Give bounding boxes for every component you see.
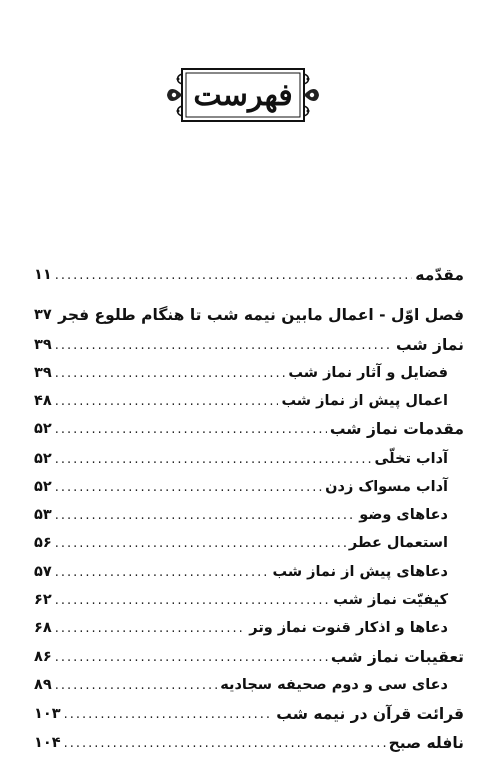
toc-leader-dots	[55, 536, 346, 551]
toc-entry-page-number: ۵۳	[34, 507, 52, 523]
toc-entry-label: استعمال عطر	[348, 535, 448, 551]
toc-entry	[34, 615, 464, 641]
toc-entry	[34, 530, 464, 556]
toc-leader-dots	[55, 268, 413, 283]
toc-entry-page-number: ۶۸	[34, 620, 52, 636]
toc-entry	[34, 332, 464, 358]
toc-entry	[34, 644, 464, 670]
toc-entry-page-number: ۵۲	[34, 421, 52, 437]
toc-entry	[34, 502, 464, 528]
toc-entry	[34, 587, 464, 613]
toc-leader-dots	[55, 650, 328, 665]
page-title: فهرست	[193, 77, 293, 113]
toc-entry-page-number: ۶۲	[34, 592, 52, 608]
toc-leader-dots	[64, 707, 274, 722]
toc-entry	[34, 446, 464, 472]
toc-entry-label: دعای سی و دوم صحیفه سجادیه	[220, 677, 448, 693]
toc-leader-dots	[55, 480, 322, 495]
toc-leader-dots	[55, 366, 286, 381]
toc-entry-label: مقدّمه	[415, 266, 464, 284]
toc-entry-label: دعاهای وضو	[359, 507, 448, 523]
toc-entry-page-number: ۵۲	[34, 479, 52, 495]
toc-entry-label: دعاهای پیش از نماز شب	[272, 564, 448, 580]
toc-leader-dots	[55, 394, 279, 409]
toc-entry	[34, 474, 464, 500]
toc-entry-page-number: ۳۷	[34, 307, 52, 323]
toc-entry	[34, 672, 464, 698]
toc-entry-label: اعمال پیش از نماز شب	[281, 393, 448, 409]
toc-entry-label: مقدمات نماز شب	[329, 420, 464, 438]
toc-entry	[34, 302, 464, 328]
toc-leader-dots	[55, 593, 331, 608]
toc-entry	[34, 559, 464, 585]
toc-entry-label: فصل اوّل - اعمال مابین نیمه شب تا هنگام طلوع فجر	[58, 306, 464, 324]
toc-entry-page-number: ۱۰۳	[34, 706, 61, 722]
toc-entry-page-number: ۵۷	[34, 564, 52, 580]
toc-entry-label: کیفیّت نماز شب	[333, 592, 448, 608]
toc-entry-page-number: ۴۸	[34, 393, 52, 409]
toc-entry-page-number: ۳۹	[34, 337, 52, 353]
toc-leader-dots	[55, 678, 218, 693]
toc-entry-page-number: ۱۱	[34, 267, 52, 283]
toc-entry	[34, 360, 464, 386]
toc-entry	[34, 262, 464, 288]
toc-entry-page-number: ۱۰۴	[34, 735, 61, 751]
title-frame	[166, 66, 320, 124]
toc-leader-dots	[55, 338, 393, 353]
toc-entry-label: دعاها و اذکار قنوت نماز وتر	[249, 620, 448, 636]
toc-entry	[34, 388, 464, 414]
toc-entry-page-number: ۳۹	[34, 365, 52, 381]
toc-entry-label: آداب تخلّی	[374, 451, 448, 467]
toc-leader-dots	[55, 452, 372, 467]
toc-entry-label: نماز شب	[395, 336, 464, 354]
toc-entry-label: آداب مسواک زدن	[325, 479, 448, 495]
toc-entry-label: فضایل و آثار نماز شب	[288, 365, 448, 381]
toc-leader-dots	[64, 736, 386, 751]
toc-entry-page-number: ۵۲	[34, 451, 52, 467]
toc-leader-dots	[55, 508, 357, 523]
toc-entry-page-number: ۸۹	[34, 677, 52, 693]
toc-leader-dots	[55, 422, 327, 437]
toc-entry	[34, 730, 464, 756]
toc-entry	[34, 416, 464, 442]
toc-entry-label: تعقیبات نماز شب	[330, 648, 464, 666]
toc-leader-dots	[55, 621, 247, 636]
toc-entry-page-number: ۵۶	[34, 535, 52, 551]
toc-entry-label: قرائت قرآن در نیمه شب	[276, 705, 464, 723]
toc-leader-dots	[55, 565, 270, 580]
toc-entry-page-number: ۸۶	[34, 649, 52, 665]
toc-entry-label: نافله صبح	[388, 734, 464, 752]
toc-entry	[34, 701, 464, 727]
